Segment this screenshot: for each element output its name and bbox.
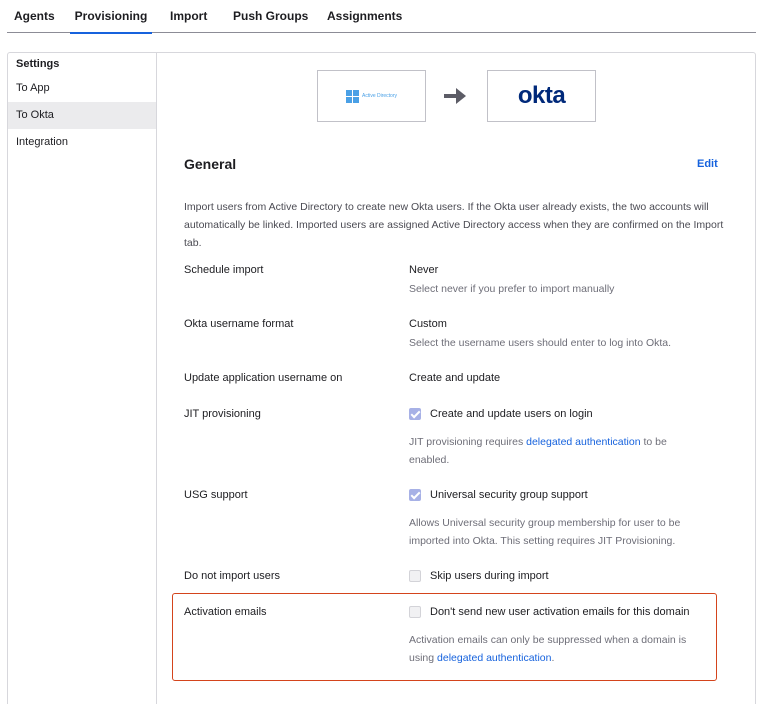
settings-panel xyxy=(7,52,756,704)
update-username-value: Create and update xyxy=(409,372,501,384)
schedule-import-help: Select never if you prefer to import manually xyxy=(409,283,615,295)
section-intro: Import users from Active Directory to create new Okta users. If the Okta user already exists, the two accounts will automatically be linked. Imported users are assigned Active Directory access when they are confirmed on the Import tab. xyxy=(184,201,724,249)
jit-provisioning-checkbox[interactable] xyxy=(409,408,421,420)
jit-provisioning-checkbox-label: Create and update users on login xyxy=(430,408,593,420)
section-title: General xyxy=(184,156,237,172)
do-not-import-label: Do not import users xyxy=(184,570,280,582)
username-format-value: Custom xyxy=(409,318,447,330)
activation-emails-help xyxy=(409,631,709,667)
sidebar-item-to-okta[interactable]: To Okta xyxy=(8,102,156,129)
update-username-label: Update application username on xyxy=(184,372,343,384)
settings-sidebar xyxy=(8,53,157,704)
username-format-label: Okta username format xyxy=(184,318,294,330)
jit-delegated-auth-link[interactable]: delegated authentication xyxy=(526,436,641,448)
tab-provisioning[interactable]: Provisioning xyxy=(70,9,152,34)
edit-link[interactable]: Edit xyxy=(697,158,718,170)
activation-help-suffix: . xyxy=(551,652,555,664)
schedule-import-value: Never xyxy=(409,264,439,276)
okta-logo xyxy=(487,70,596,122)
usg-support-label: USG support xyxy=(184,489,248,501)
activation-delegated-auth-link[interactable]: delegated authentication xyxy=(437,652,552,664)
skip-users-checkbox[interactable] xyxy=(409,570,421,582)
sidebar-item-integration[interactable]: Integration xyxy=(16,136,68,148)
jit-help-prefix: JIT provisioning requires xyxy=(409,436,527,448)
arrow-right-icon xyxy=(444,87,466,105)
usg-support-checkbox[interactable] xyxy=(409,489,421,501)
jit-help-suffix: to be enabled. xyxy=(409,436,667,466)
jit-provisioning-label: JIT provisioning xyxy=(184,408,261,420)
active-directory-logo-text: Active Directory xyxy=(361,93,397,99)
usg-support-help: Allows Universal security group membership for user to be imported into Okta. This setting requires JIT Provisioning. xyxy=(409,517,681,547)
schedule-import-label: Schedule import xyxy=(184,264,264,276)
skip-users-checkbox-label: Skip users during import xyxy=(430,570,549,582)
tab-bar xyxy=(7,0,756,33)
sidebar-title: Settings xyxy=(16,58,60,70)
windows-icon xyxy=(346,90,359,103)
tab-assignments[interactable]: Assignments xyxy=(327,9,403,23)
activation-emails-checkbox-label: Don't send new user activation emails for this domain xyxy=(430,606,690,618)
sidebar-item-to-app[interactable]: To App xyxy=(16,82,50,94)
okta-logo-text: okta xyxy=(517,82,566,109)
tab-import[interactable]: Import xyxy=(170,9,208,23)
tab-push-groups[interactable]: Push Groups xyxy=(233,9,309,23)
jit-provisioning-help xyxy=(409,433,709,469)
activation-emails-checkbox[interactable] xyxy=(409,606,421,618)
activation-help-prefix: Activation emails can only be suppressed when a domain is using xyxy=(409,634,687,664)
active-directory-logo xyxy=(317,70,426,122)
activation-emails-label: Activation emails xyxy=(184,606,267,618)
username-format-help: Select the username users should enter to log into Okta. xyxy=(409,337,672,349)
usg-support-checkbox-label: Universal security group support xyxy=(430,489,588,501)
tab-agents[interactable]: Agents xyxy=(14,9,55,23)
